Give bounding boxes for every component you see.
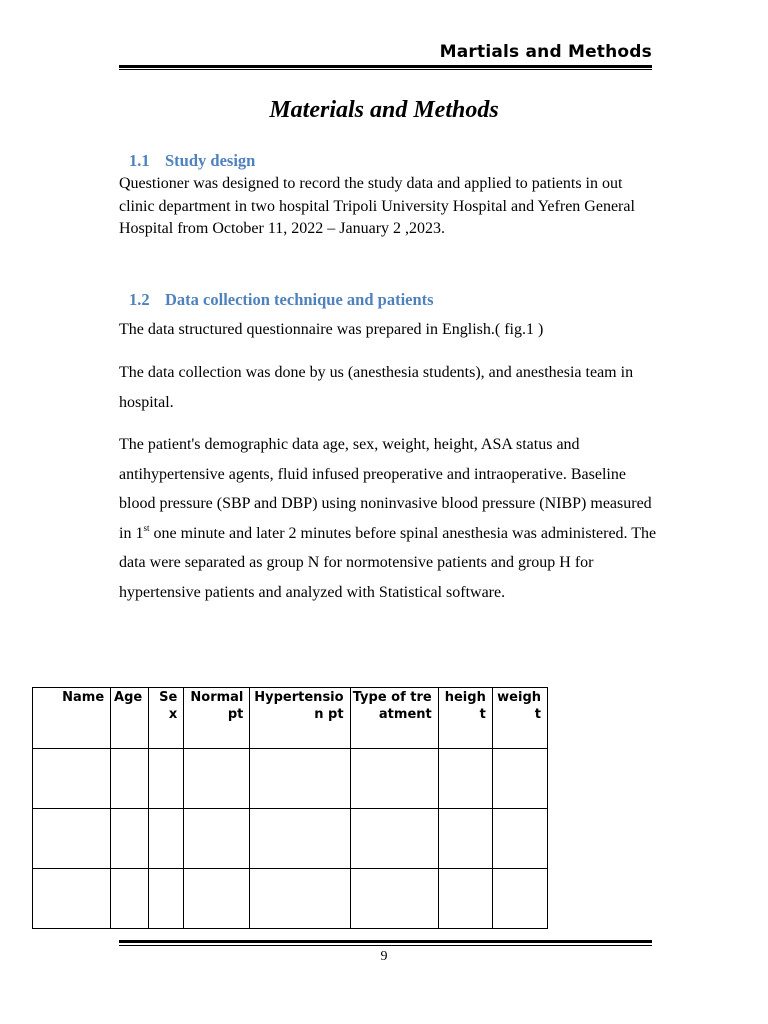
table-header-row (33, 688, 548, 749)
table-cell (438, 809, 492, 869)
table-cell (350, 809, 438, 869)
table-cell (33, 869, 111, 929)
table-row (33, 869, 548, 929)
table-cell (492, 749, 547, 809)
column-header-sex: Sex (149, 688, 184, 749)
column-header-name: Name (33, 688, 111, 749)
section-number: 1.1 (129, 151, 150, 170)
running-header: Martials and Methods (439, 42, 652, 62)
questionnaire-paragraph: The data structured questionnaire was prepared in English.( fig.1 ) (119, 321, 544, 338)
table-cell (438, 749, 492, 809)
table-cell (438, 869, 492, 929)
demographic-text-start: The patient's demographic data age, sex, weight, height, ASA status and antihypertensive agents, fluid infused preoperative and intraoperative. Baseline blood pressure (SBP and DBP) using noninvasive blood pressure (NIBP) measured in 1 (119, 436, 652, 542)
column-header-age: Age (111, 688, 149, 749)
section-title: Study design (165, 151, 256, 170)
study-design-paragraph: Questioner was designed to record the study data and applied to patients in out clinic department in two hospital Tripoli University Hospital and Yefren General Hospital from October 11, 2022 – January 2 ,2023. (119, 175, 635, 237)
header-rule-thick (119, 65, 652, 68)
table-cell (350, 869, 438, 929)
section-heading-study-design (129, 151, 255, 171)
table-cell (111, 809, 149, 869)
section-number: 1.2 (129, 290, 150, 309)
table-cell (149, 869, 184, 929)
table-cell (184, 809, 250, 869)
table-cell (250, 869, 350, 929)
table-cell (111, 869, 149, 929)
table-cell (350, 749, 438, 809)
ordinal-superscript: st (143, 522, 150, 533)
footer-rule-thin (119, 945, 652, 946)
header-rule-thin (119, 69, 652, 70)
table-cell (184, 749, 250, 809)
table-cell (111, 749, 149, 809)
page-number: 9 (380, 949, 388, 964)
column-header-hypertension-pt: Hypertension pt (250, 688, 350, 749)
table-cell (149, 749, 184, 809)
table-row (33, 749, 548, 809)
table-row (33, 809, 548, 869)
page-title: Materials and Methods (269, 97, 499, 123)
section-heading-data-collection (129, 290, 434, 310)
table-cell (33, 749, 111, 809)
column-header-normal-pt: Normal pt (184, 688, 250, 749)
demographic-paragraph (119, 430, 659, 607)
table-cell (250, 749, 350, 809)
section-title: Data collection technique and patients (165, 290, 434, 309)
table-cell (492, 809, 547, 869)
data-collection-paragraph: The data collection was done by us (anesthesia students), and anesthesia team in hospital. (119, 364, 634, 411)
patient-data-table (32, 687, 548, 929)
demographic-text-end: one minute and later 2 minutes before spinal anesthesia was administered. The data were separated as group N for normotensive patients and group H for hypertensive patients and analyzed with Statistical software. (119, 524, 657, 601)
table-cell (492, 869, 547, 929)
table-cell (149, 809, 184, 869)
table-cell (184, 869, 250, 929)
column-header-height: height (438, 688, 492, 749)
column-header-type-of-treatment: Type of treatment (350, 688, 438, 749)
column-header-weight: weight (492, 688, 547, 749)
footer-rule-thick (119, 940, 652, 943)
table-cell (33, 809, 111, 869)
table-cell (250, 809, 350, 869)
